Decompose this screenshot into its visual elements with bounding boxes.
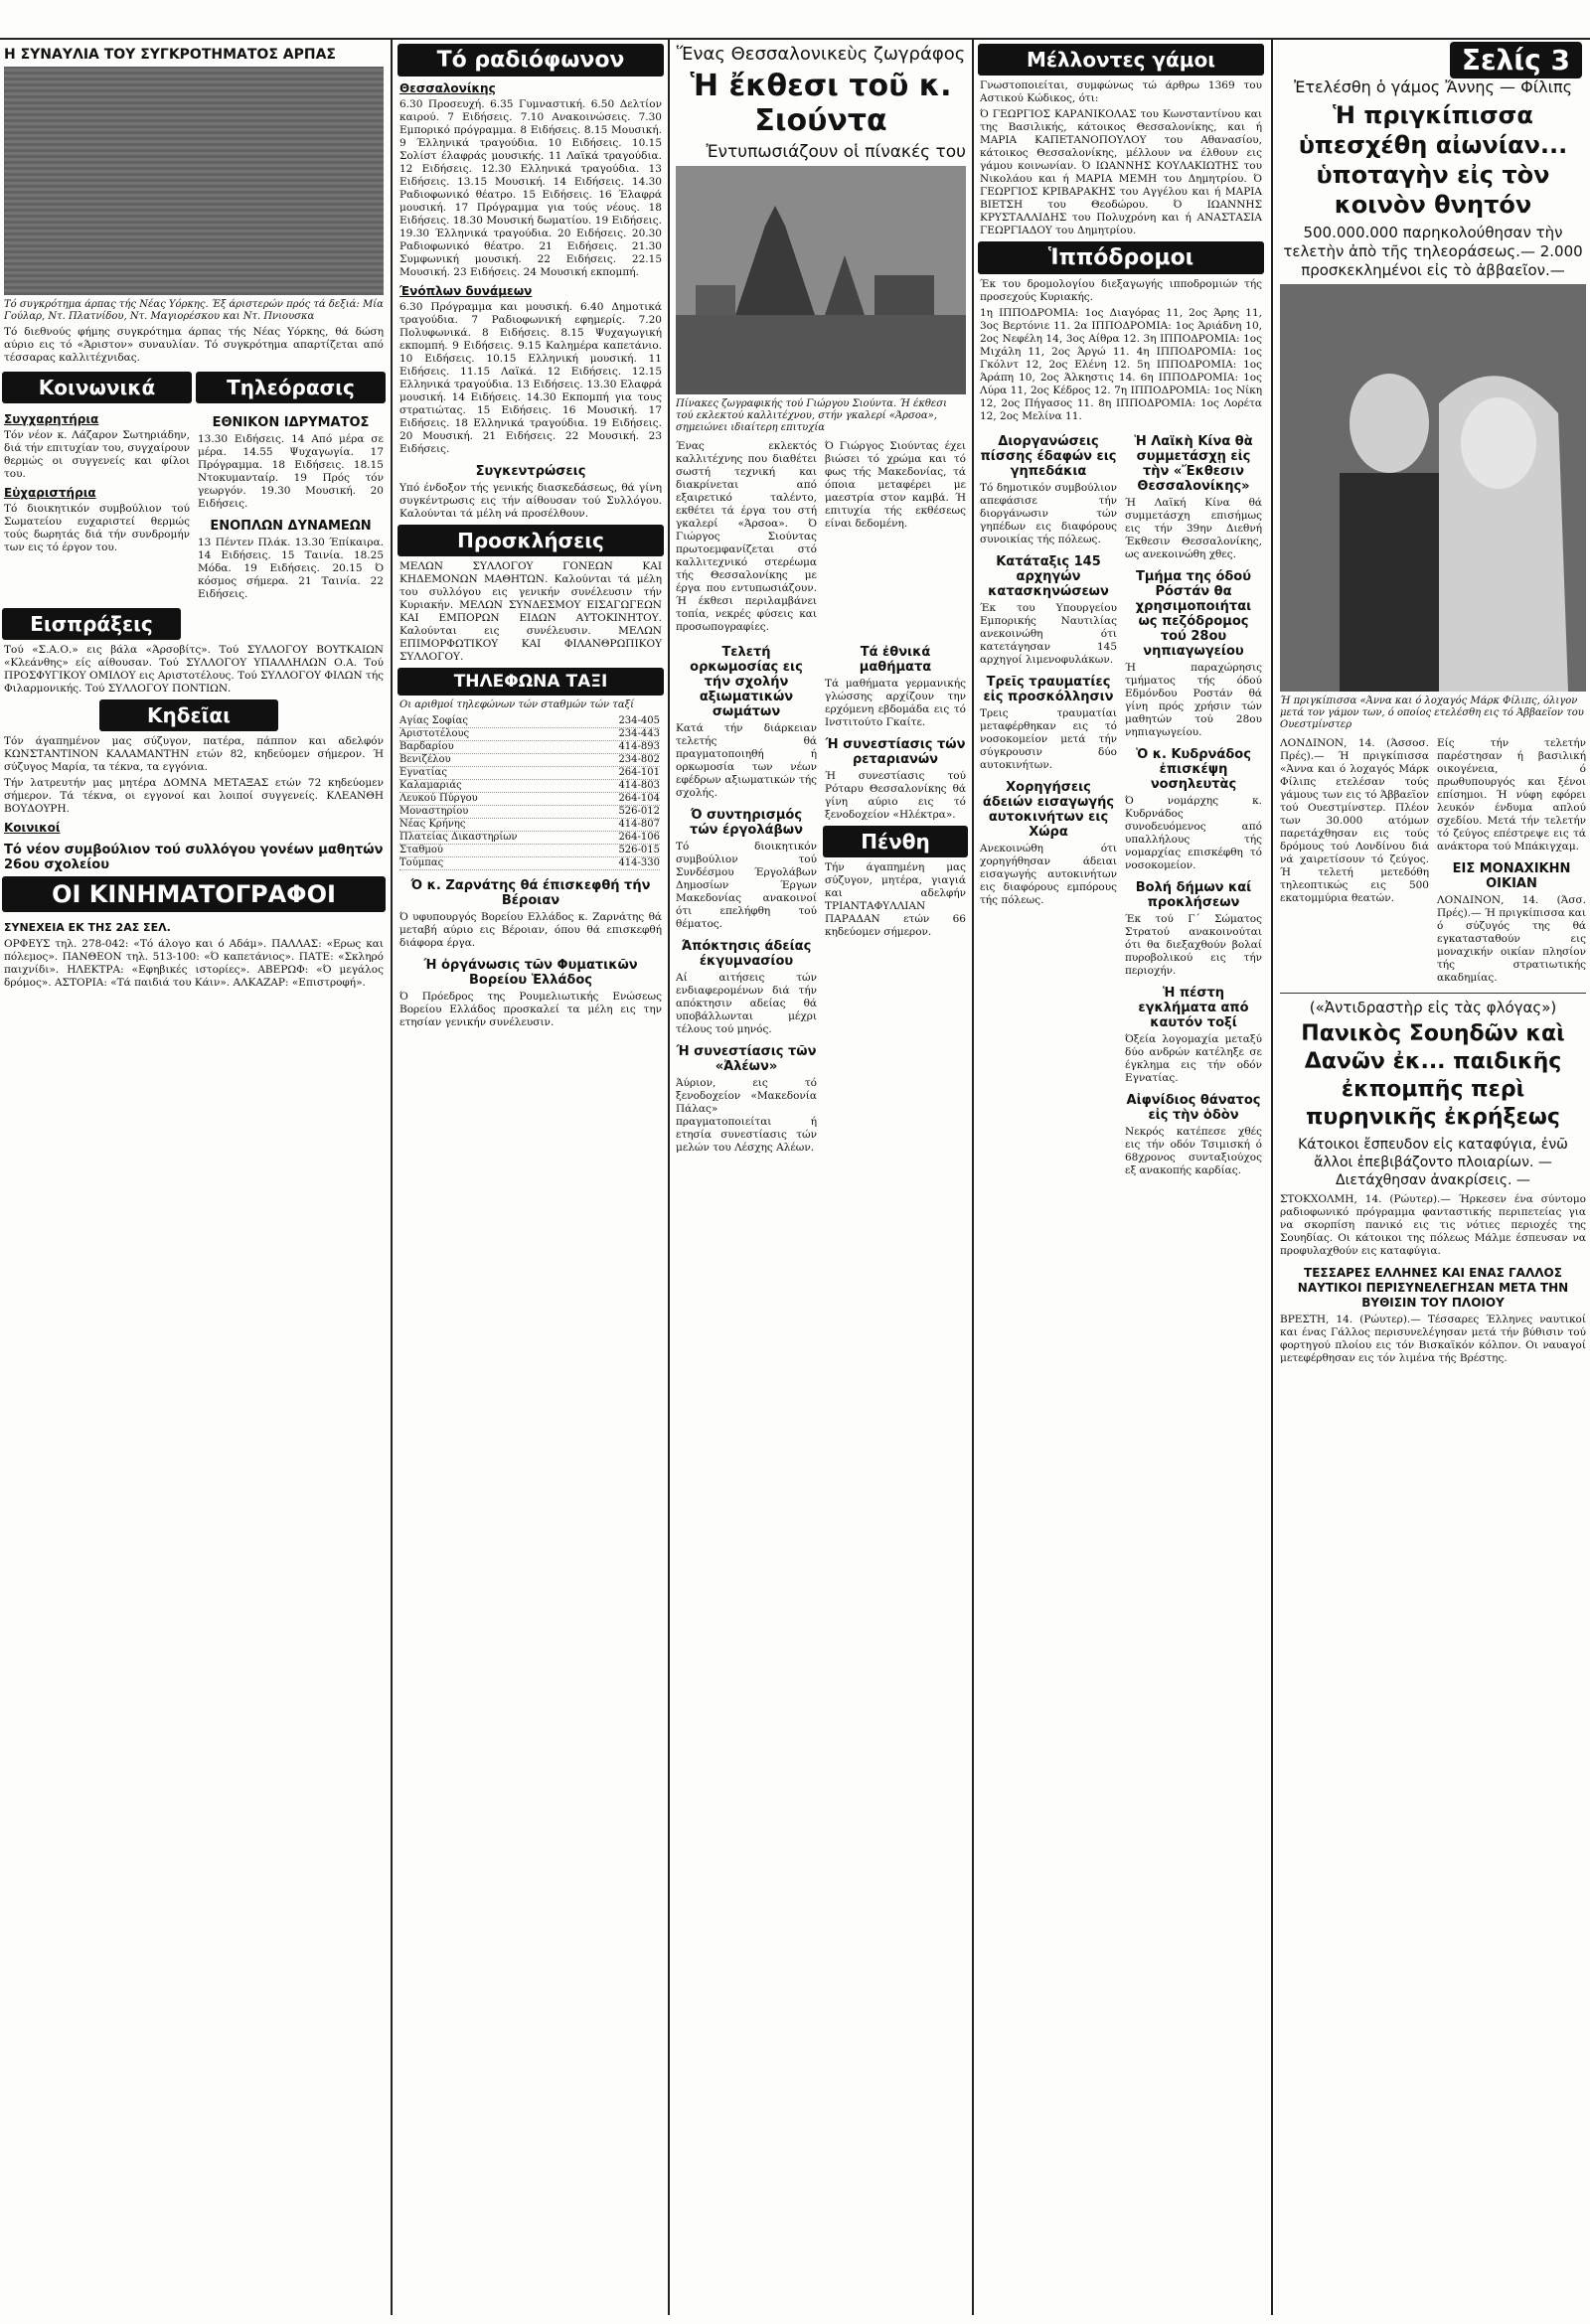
national-tv-heading: ΕΘΝΙΚΟΝ ΙΔΡΥΜΑΤΟΣ — [212, 415, 370, 430]
shooting-exercise-text: Έκ τού Γ΄ Σώματος Στρατού ανακοινούται ότι θα διεξαχθούν βολαί πυροβολικού εις τήν περιοχήν. — [1125, 913, 1262, 977]
sudden-death-text: Νεκρός κατέπεσε χθές εις τήν οδόν Τσιμισκή ό 68χρονος συνταξιούχος εξ ανακοπής καρδίας. — [1125, 1126, 1262, 1176]
taxi-station-name: Καλαμαριάς — [399, 780, 462, 791]
pedestrian-street-heading: Τμήμα της όδού Ρόστάν θα χρησιμοποιήται ως πεζόδρομος τού 28ου νηπιαγωγείου — [1135, 569, 1252, 659]
sailors-headline: ΤΕΣΣΑΡΕΣ ΕΛΛΗΝΕΣ ΚΑΙ ΕΝΑΣ ΓΑΛΛΟΣ ΝΑΥΤΙΚΟΙ ΠΕΡΙΣΥΝΕΛΕΓΗΣΑΝ ΜΕΤΑ ΤΗΝ ΒΥΘΙΣΙΝ ΤΟΥ ΠΛΟΙΟΥ — [1297, 1266, 1569, 1310]
exhibit-text-columns — [672, 437, 970, 637]
collections-header: Εισπράξεις — [2, 608, 181, 640]
taxi-station-number: 234-802 — [618, 754, 660, 765]
social-tv-row — [0, 407, 388, 604]
taxi-phone-row — [399, 780, 660, 793]
page-number-badge: Σελίς 3 — [1450, 42, 1582, 78]
funerals-text: Τόν άγαπημένον μας σύζυγον, πατέρα, πάππον και αδελφόν ΚΩΝΣΤΑΝΤΙΝΟΝ ΚΑΛΑΜΑΝΤΗΝ ετών 82, κηδεύομεν σήμερον. Ή σύζυγος Μαρία, τα τέκνα, τα εγγόνια. — [4, 735, 384, 773]
upcoming-weddings-header: Μέλλοντες γάμοι — [978, 44, 1264, 76]
short-news-right — [821, 637, 970, 1158]
panic-headline: Πανικὸς Σουηδῶν καὶ Δανῶν ἐκ... παιδικῆς ἐκπομπῆς περὶ πυρηνικῆς ἐκρήξεως — [1301, 1021, 1565, 1130]
column-royal-wedding — [1276, 40, 1590, 2315]
taxi-station-number: 414-807 — [618, 819, 660, 830]
armed-forces-tv-heading: ΕΝΟΠΛΩΝ ΔΥΝΑΜΕΩΝ — [210, 519, 372, 534]
taxi-station-name: Πλατείας Δικαστηρίων — [399, 832, 518, 843]
panic-deck: Κάτοικοι ἔσπευδον εἰς καταφύγια, ἐνῶ ἄλλοι ἐπεβιβάζοντο πλοιαρίων. — Διετάχθησαν ἀνακρίσεις. — — [1298, 1137, 1568, 1188]
wedding-kicker: Ἐτελέσθη ὁ γάμος Ἄννης — Φίλιπς — [1293, 77, 1573, 96]
radio-header: Τό ραδιόφωνον — [398, 44, 664, 77]
taxi-phone-row — [399, 754, 660, 767]
organization-heading: Ή ὀργάνωσις τῶν Φυματικῶν Βορείου Ἑλλάδος — [423, 958, 638, 988]
taxi-phones-sub: Οι αριθμοί τηλεφώνων τών σταθμών τών ταξί — [399, 699, 635, 710]
radio-subheading: Θεσσαλονίκης — [399, 81, 496, 95]
short-news-columns — [672, 637, 970, 1158]
gatherings-text: Υπό ένδοξον τής γενικής διασκεδάσεως, θά γίνη συγκέντρωσις εις τήν αίθουσαν τού Συλλόγου. Καλούνται τά μέλη νά προσέλθουν. — [399, 482, 662, 520]
exhibit-headline: Ἡ ἔκθεσι τοῦ κ. Σιούντα — [690, 69, 952, 138]
photo-caption: Τό συγκρότημα άρπας τής Νέας Υόρκης. Έξ άριστερών πρός τά δεξιά: Μία Γούλαρ, Ντ. Πλατνίδου, Ντ. Μαγιορέσκου και Ντ. Πνιουσκα — [4, 299, 384, 322]
lions-dinner-text: Άύριον, εις τό ξενοδοχείον «Μακεδονία Πάλας» πραγματοποιείται ή ετησία συνεστίασις τών μελών του Λέσχης Αλέων. — [676, 1077, 817, 1154]
injured-text: Τρεις τραυματίαι μεταφέρθηκαν εις τό νοσοκομείον μετά τήν σύγκρουσιν δύο αυτοκινήτων. — [980, 707, 1117, 771]
import-licenses-heading: Χορηγήσεις άδειών εισαγωγής αυτοκινήτων εις Χώρα — [982, 780, 1115, 840]
wedding-article: ΛΟΝΔΙΝΟΝ, 14. (Άσσοσ. Πρές).— Ή πριγκίπισσα «Άννα και ό λοχαγός Μάρκ Φίλιπς ετελέσαν τούς γάμους των εις τό Άββαεϊον τού Ουεστμίνστερ. Πλέον των 30.000 ατόμων παρετάχθησαν εις τούς δρόμους τού Λονδίνου διά νά χαιρετίσουν τό ζεύγος. Ή τελετή μετεδόθη τηλεοπτικώς εις 500 εκατομμύρια θεατών. — [1280, 737, 1429, 904]
column-rule — [391, 40, 393, 2315]
concert-headline: Η ΣΥΝΑΥΛΙΑ ΤΟΥ ΣΥΓΚΡΟΤΗΜΑΤΟΣ ΑΡΠΑΣ — [4, 47, 336, 63]
divider — [1280, 993, 1586, 994]
wedding-text-columns — [1276, 734, 1590, 988]
reactor-kicker: («Ἀντιδραστὴρ εἰς τὰς φλόγας») — [1309, 999, 1557, 1016]
taxi-station-name: Τούμπας — [399, 857, 444, 868]
license-heading: Άπόκτησις άδείας έκγυμνασίου — [681, 939, 812, 969]
mourning-text: Τήν άγαπημένη μας σύζυγον, μητέρα, γιαγιά και αδελφήν ΤΡΙΑΝΤΑΦΥΛΛΙΑΝ ΠΑΡΑΔΑΝ ετών 66 κηδεύομεν σήμερον. — [825, 861, 966, 938]
china-expo-heading: Ἡ Λαϊκὴ Κίνα θὰ συμμετάσχῃ εἰς τὴν «Ἔκθεσιν Θεσσαλονίκης» — [1134, 434, 1253, 494]
taxi-phones-header: ΤΗΛΕΦΩΝΑ ΤΑΞΙ — [398, 668, 664, 696]
nomarch-visit-text: Ό νομάρχης κ. Κυδρνάδος συνοδευόμενος από υπαλλήλους τής νομαρχίας επισκέφθη τό νοσοκομείον. — [1125, 795, 1262, 871]
cinemas-continued: ΣΥΝΕΧΕΙΑ ΕΚ ΤΗΣ 2ΑΣ ΣΕΛ. — [4, 921, 171, 934]
taxi-phone-row — [399, 806, 660, 819]
horse-races-text: 1η ΙΠΠΟΔΡΟΜΙΑ: 1ος Διαγόρας 11, 2ος Άρης 11, 3ος Βερτόνιε 11. 2α ΙΠΠΟΔΡΟΜΙΑ: 1ος Άριάδνη 10, 2ος Νεφέλη 14, 3ος Αίθρα 12. 3η ΙΠΠΟΔΡΟΜΙΑ: 1ος Μιχάλη 11, 2ος Άργώ 11. 4η ΙΠΠΟΔΡΟΜΙΑ: 1ος Γκόλντ 12, 2ος Ελένη 12. 5η ΙΠΠΟΔΡΟΜΙΑ: 1ος Άράπη 10, 2ος Άλκηστις 14. 6η ΙΠΠΟΔΡΟΜΙΑ: 1ος Λύρα 11, 2ος Κέδρος 12. 7η ΙΠΠΟΔΡΟΜΙΑ: 1ος Νίκη 12, 2ος Πήγασος 11. 8η ΙΠΠΟΔΡΟΜΙΑ: 1ος Λορέτα 12, 2ος Μελίνα 11. — [980, 307, 1262, 422]
taxi-phone-row — [399, 741, 660, 754]
taxi-station-number: 264-104 — [618, 793, 660, 804]
royal-photo-caption: Ή πριγκίπισσα «Άννα και ό λοχαγός Μάρκ Φίλιπς, όλιγον μετά τον γάμον των, ό οποίος ετελέσθη εις τό Άββαεϊον του Ουεστμίνστερ — [1280, 696, 1584, 730]
funerals-header: Κηδεῖαι — [99, 699, 278, 731]
contractors-text: Τό διοικητικόν συμβούλιον τού Συνδέσμου Έργολάβων Δημοσίων Έργων Μακεδονίας ανακοινοί ότι επελήφθη τού θέματος. — [676, 841, 817, 930]
taxi-station-name: Βαρδαρίου — [399, 741, 454, 752]
injured-heading: Τρεῖς τραυματίες εἰς προσκόλλησιν — [983, 675, 1114, 704]
cinemas-text: ΟΡΦΕΥΣ τηλ. 278-042: «Τό άλογο και ό Αδάμ». ΠΑΛΛΑΣ: «Ερως και πόλεμος». ΠΑΝΘΕΟΝ τηλ. 513-100: «Ό καπετάνιος». ΠΑΤΕ: «Σκληρό παιχνίδι». ΗΛΕΚΤΡΑ: «Εφηβικές ιστορίες». ΑΒΕΡΩΦ: «Ό μεγάλος δρόμος». ΑΣΤΟΡΙΑ: «Τά παιδιά του Κάιν». ΑΛΚΑΖΑΡ: «Επιστροφή». — [4, 938, 384, 989]
taxi-phones-table — [399, 715, 660, 870]
lessons-text: Τά μαθήματα γερμανικής γλώσσης αρχίζουν την ερχόμενη εβδομάδα εις τό Ινστιτούτο Γκαίτε. — [825, 678, 966, 728]
zarnatis-heading: Ό κ. Ζαρνάτης θά έπισκεφθή τήν Βέροιαν — [410, 878, 651, 908]
diorganosis-heading: Διοργανώσεις πίσσης έδαφών εις γηπεδάκια — [980, 434, 1117, 479]
mourning-header: Πένθη — [823, 826, 968, 857]
news-split-left — [976, 426, 1121, 1180]
royal-couple-photo — [1280, 284, 1586, 692]
nomarch-visit-heading: Ὁ κ. Κυδρνάδος ἐπισκέψη νοσηλευτὰς — [1136, 747, 1251, 792]
taxi-station-number: 414-893 — [618, 741, 660, 752]
taxi-station-number: 234-405 — [618, 715, 660, 726]
taxi-station-name: Νέας Κρήνης — [399, 819, 466, 830]
armed-forces-radio-schedule: 6.30 Πρόγραμμα και μουσική. 6.40 Δημοτικά τραγούδια. 7 Ραδιοφωνική εφημερίς. 7.20 Πολυφωνικά. 8 Ειδήσεις. 8.15 Ψυχαγωγική εκπομπή. 9 Ειδήσεις. 9.15 Καλημέρα καπετάνιο. 10 Ειδήσεις. 10.15 Ελληνική μουσική. 11 Ειδήσεις. 11.15 Λαϊκά. 12 Ειδήσεις. 12.15 Ελληνικά τραγούδια. 13 Ειδήσεις. 13.30 Ελαφρά μουσική. 14 Ειδήσεις. 14.30 Εκπομπή για τους στρατιώτας. 15 Ειδήσεις. 16 Μουσική. 17 Ειδήσεις. 18 Ελληνικά τραγούδια. 19 Ειδήσεις. 20 Μουσική. 21 Ειδήσεις. 22 Μουσική. 23 Ειδήσεις. — [399, 301, 662, 455]
painting-photo — [676, 166, 966, 394]
wedding-text-left — [1276, 734, 1433, 988]
short-news-left — [672, 637, 821, 1158]
taxi-phone-row — [399, 793, 660, 806]
thanks-heading: Εὐχαριστήρια — [4, 486, 96, 500]
royal-couple-illustration — [1280, 284, 1586, 692]
oath-ceremony-text: Κατά τήν διάρκειαν τελετής θά πραγματοποιηθή ή ορκωμοσία των νέων εφέδρων αξιωματικών τής σχολής. — [676, 722, 817, 799]
koinikoi-heading: Κοινικοί — [4, 821, 61, 835]
oath-ceremony-heading: Τελετή ορκωμοσίας εις τήν σχολήν αξιωματικών σωμάτων — [690, 645, 803, 719]
taxi-station-number: 414-330 — [618, 857, 660, 868]
column-radio — [396, 40, 666, 2315]
armed-forces-tv-text: 13 Πέντεν Πλάκ. 13.30 Έπίκαιρα. 14 Ειδήσεις. 15 Ταινία. 18.25 Μόδα. 19 Ειδήσεις. 20.15 Ό κόσμος σήμερα. 21 Ταινία. 22 Ειδήσεις. — [198, 537, 384, 600]
taxi-station-name: Βενιζέλου — [399, 754, 451, 765]
armed-forces-radio-heading: Ένόπλων δυνάμεων — [399, 284, 533, 298]
taxi-station-name: Μοναστηρίου — [399, 806, 469, 817]
column-rule — [1271, 40, 1273, 2315]
painting-illustration — [676, 166, 966, 394]
taxi-phone-row — [399, 857, 660, 870]
gatherings-heading: Συγκεντρώσεις — [475, 464, 586, 479]
exhibit-article-2: Ό Γιώργος Σιούντας έχει βιώσει τό χρώμα και τό φως τής Μακεδονίας, τά όποια μεταφέρει με μαεστρία στον καμβά. Ή επιτυχία τής εκθέσεως είναι δεδομένη. — [825, 440, 966, 530]
contractors-heading: Ό συντηρισμός τών έργολάβων — [690, 808, 803, 838]
column-announcements — [976, 40, 1266, 2315]
horse-races-header: Ἱππόδρομοι — [978, 241, 1264, 274]
national-tv-text: 13.30 Ειδήσεις. 14 Από μέρα σε μέρα. 14.55 Ψυχαγωγία. 17 Πρόγραμμα. 18 Ειδήσεις. 18.15 Ντοκυμανταίρ. 19 Πρός τόν γεωργόν. 19.30 Μουσική. 20 Ειδήσεις. — [198, 433, 384, 510]
diorganosis-text: Τό δημοτικόν συμβούλιον απεφάσισε τήν διοργάνωσιν τών γηπέδων εις διαφόρους συνοικίας τής πόλεως. — [980, 482, 1117, 545]
social-header: Κοινωνικά — [2, 372, 192, 403]
taxi-station-name: Εγνατίας — [399, 767, 447, 778]
invitations-text: ΜΕΛΩΝ ΣΥΛΛΟΓΟΥ ΓΟΝΕΩΝ ΚΑΙ ΚΗΔΕΜΟΝΩΝ ΜΑΘΗΤΩΝ. Καλούνται τά μέλη του συλλόγου εις γενικήν συνέλευσιν τήν Κυριακήν. ΜΕΛΩΝ ΣΥΝΔΕΣΜΟΥ ΕΙΣΑΓΩΓΕΩΝ ΚΑΙ ΕΜΠΟΡΩΝ ΕΙΔΩΝ ΑΥΤΟΚΙΝΗΤΟΥ. Καλούνται εις συνέλευσιν. ΜΕΛΩΝ ΕΠΙΜΟΡΦΩΤΙΚΟΥ ΚΑΙ ΦΙΛΑΝΘΡΩΠΙΚΟΥ ΣΥΛΛΟΓΟΥ. — [399, 560, 662, 663]
wedding-deck: 500.000.000 παρηκολούθησαν τὴν τελετὴν ἀπὸ τῆς τηλεοράσεως.— 2.000 προσκεκλημένοι εἰς τὸ ἀββαεῖον.— — [1283, 224, 1583, 279]
taxi-phone-row — [399, 715, 660, 728]
weddings-text: Ό ΓΕΩΡΓΙΟΣ ΚΑΡΑΝΙΚΟΛΑΣ του Κωνσταντίνου και της Βασιλικής, κάτοικος Θεσσαλονίκης, και ή ΜΑΡΙΑ ΚΑΠΕΤΑΝΟΠΟΥΛΟΥ του Αθανασίου, κάτοικος Θεσσαλονίκης, μέλλουν να έλθουν εις γάμου κοινωνίαν. Ό ΙΩΑΝΝΗΣ ΚΟΥΛΑΚΙΩΤΗΣ του Νικολάου και ή ΜΑΡΙΑ ΜΕΜΗ του Δημητρίου. Ό ΓΕΩΡΓΙΟΣ ΚΡΙΒΑΡΑΚΗΣ του Αγγέλου και ή ΜΑΡΙΑ ΒΙΕΤΣΗ του Θεοδώρου. Ό ΙΩΑΝΝΗΣ ΚΡΥΣΤΑΛΛΙΔΗΣ του Πολυχρόνη και ή ΑΝΑΣΤΑΣΙΑ ΓΕΩΡΓΙΑΔΟΥ του Δημητρίου. — [980, 108, 1262, 236]
horse-races-intro: Έκ του δρομολογίου διεξαγωγής ιπποδρομιών τής προσεχούς Κυριακής. — [980, 278, 1262, 303]
congrats-text: Τόν νέον κ. Λάζαρον Σωτηριάδην, διά τήν επιτυχίαν του, συγχαίρουν θερμώς οι συγγενείς και φίλοι του. — [4, 429, 190, 480]
crime-heading: Ἡ πέστη εγκλήματα από καυτόν τοξί — [1138, 986, 1249, 1030]
pedestrian-street-text: Ή παραχώρησις τμήματος τής όδού Εδμόνδου Ροστάν θά γίνη πρός χρήσιν τών μαθητών τού 28ου νηπιαγωγείου. — [1125, 662, 1262, 738]
private-home-text: ΛΟΝΔΙΝΟΝ, 14. (Άσσ. Πρές).— Ή πριγκίπισσα και ό σύζυγός της θά εγκατασταθούν εις μοναχικήν οικίαν πλησίον τής στρατιωτικής ακαδημίας. — [1437, 894, 1586, 984]
congrats-heading: Συγχαρητήρια — [4, 412, 99, 426]
news-split — [976, 426, 1266, 1180]
organization-text: Ό Πρόεδρος της Ρουμελιωτικής Ενώσεως Βορείου Ελλάδος προσκαλεί τα μέλη εις την ετησίαν γενικήν συνέλευσιν. — [399, 991, 662, 1028]
crime-text: Όξεία λογομαχία μεταξύ δύο ανδρών κατέληξε σε έγκλημα εις τήν οδόν Εγνατίας. — [1125, 1033, 1262, 1084]
private-home-heading: ΕΙΣ ΜΟΝΑΧΙΚΗΝ ΟΙΚΙΑΝ — [1452, 861, 1571, 891]
section-header-row — [0, 368, 388, 407]
badge-spacer — [1276, 40, 1590, 74]
harp-ensemble-photo — [4, 67, 384, 295]
taxi-station-number: 526-015 — [618, 845, 660, 855]
taxi-station-name: Αριστοτέλους — [399, 728, 470, 739]
radio-schedule: 6.30 Προσευχή. 6.35 Γυμναστική. 6.50 Δελτίον καιρού. 7 Ειδήσεις. 7.10 Ανακοινώσεις. 7.30 Εμπορικό πρόγραμμα. 8 Ειδήσεις. 8.15 Μουσική. 9 Έλληνικά τραγούδια. 10 Ειδήσεις. 10.15 Σολίστ έλαφράς μουσικής. 11 Λαϊκά τραγούδια. 12 Ειδήσεις. 12.30 Ελληνικά τραγούδια. 13 Ειδήσεις. 13.15 Μουσική. 14 Ειδήσεις. 14.30 Ραδιοφωνικό θέατρο. 15 Ειδήσεις. 16 Έλαφρά μουσική. 17 Πρόγραμμα για τούς νέους. 18 Ειδήσεις. 18.30 Μουσική δωματίου. 19 Ειδήσεις. 19.30 Έλληνικά τραγούδια. 20 Ειδήσεις. 20.30 Ραδιοφωνικό θέατρο. 21 Ειδήσεις. 21.30 Συμφωνική μουσική. 22 Ειδήσεις. 22.15 Μουσική. 23 Ειδήσεις. 24 Μουσική εκπομπή. — [399, 98, 662, 278]
funerals-text-2: Τήν λατρευτήν μας μητέρα ΔΟΜΝΑ ΜΕΤΑΞΑΣ ετών 72 κηδεύομεν σήμερον. Τά τέκνα, οι εγγονοί και λοιποί συγγενείς. ΚΛΕΑΝΘΗ ΒΟΥΔΟΥΡΗ. — [4, 777, 384, 815]
taxi-phone-row — [399, 767, 660, 780]
shooting-exercise-heading: Βολή δήμων καί προκλήσεων — [1135, 880, 1252, 910]
taxi-station-number: 526-012 — [618, 806, 660, 817]
exhibit-article: Ένας εκλεκτός καλλιτέχνης που διαθέτει σωστή τεχνική και διακρίνεται από εξαιρετικό ταλέντο, εκθέτει τά έργα του στή γκαλερί «Άρσοα». Ό Γιώργος Σιούντας πρωτοεμφανίζεται στό καλλιτεχνικό στερέωμα τής Θεσσαλονίκης με έργα που εντυπωσιάζουν. Ή έκθεσι περιλαμβάνει τοπία, νεκρές φύσεις και προσωπογραφίες. — [676, 440, 817, 633]
taxi-station-number: 414-803 — [618, 780, 660, 791]
taxi-station-name: Λευκού Πύργου — [399, 793, 478, 804]
rotary-heading: Ή συνεστίασις τών ρεταριανών — [825, 737, 966, 767]
taxi-station-number: 264-106 — [618, 832, 660, 843]
exhibit-subheadline: Ἐντυπωσιάζουν οἱ πίνακές του — [706, 142, 966, 162]
thanks-text: Τό διοικητικόν συμβούλιον τού Σωματείου ευχαριστεί θερμώς τούς δωρητάς διά τήν συνδρομήν των εις τό έργον του. — [4, 503, 190, 553]
column-left — [0, 40, 388, 2315]
zarnatis-text: Ό υφυπουργός Βορείου Ελλάδος κ. Ζαρνάτης θά μεταβή αύριο εις Βέροιαν, όπου θά επισκεφθή διάφορα έργα. — [399, 911, 662, 949]
concert-text: Τό διεθνούς φήμης συγκρότημα άρπας τής Νέας Υόρκης, θά δώση αύριο εις τό «Άριστον» συναυλίαν. Τό συγκρότημα απαρτίζεται από τέσσαρας καλλιτέχνιδας. — [4, 326, 384, 364]
taxi-phone-row — [399, 819, 660, 832]
column-art-exhibit — [672, 40, 970, 2315]
wedding-article-2: Είς τήν τελετήν παρέστησαν ή βασιλική οικογένεια, ό πρωθυπουργός και ξένοι επίσημοι. Ή νύφη εφόρει λευκόν ένδυμα απλού σχεδίου. Μετά τήν τελετήν τό ζεύγος επέστρεψε εις τά ανάκτορα τού Μπάκιγχαμ. — [1437, 737, 1586, 852]
lions-dinner-heading: Ή συνεστίασις τῶν «Ἀλέων» — [676, 1044, 817, 1074]
wedding-text-right — [1433, 734, 1590, 988]
katataxeis-text: Έκ του Υπουργείου Εμπορικής Ναυτιλίας ανεκοινώθη ότι κατετάγησαν 145 αρχηγοί λιμενοφυλάκων. — [980, 602, 1117, 666]
china-expo-text: Ή Λαϊκή Κίνα θά συμμετάσχη επισήμως εις τήν 39ην Διεθνή Έκθεσιν Θεσσαλονίκης, ως ανεκοινώθη χθες. — [1125, 497, 1262, 560]
taxi-phone-row — [399, 728, 660, 741]
license-text: Αί αιτήσεις τών ενδιαφερομένων διά τήν απόκτησιν αδείας θά υποβάλλωνται μέχρι τέλους τού μηνός. — [676, 972, 817, 1035]
taxi-station-number: 234-443 — [618, 728, 660, 739]
import-licenses-text: Ανεκοινώθη ότι χορηγήθησαν άδειαι εισαγωγής αυτοκινήτων εις διαφόρους εμπόρους τής πόλεως. — [980, 843, 1117, 906]
taxi-station-name: Σταθμού — [399, 845, 443, 855]
weddings-intro: Γνωστοποιείται, συμφώνως τώ άρθρω 1369 του Αστικού Κώδικος, ότι: — [980, 79, 1262, 104]
panic-article: ΣΤΟΚΧΟΛΜΗ, 14. (Ρώυτερ).— Ήρκεσεν ένα σύντομο ραδιοφωνικό πρόγραμμα φανταστικής περιπετείας για να σκορπίση πανικό εις τις νότιες περιοχές της Σουηδίας. Οι κάτοικοι της πόλεως Μάλμε έσπευσαν να προφυλαχθούν εις καταφύγια. — [1280, 1193, 1586, 1257]
katataxeis-heading: Κατάταξις 145 αρχηγών κατασκηνώσεων — [988, 554, 1109, 599]
sailors-article: ΒΡΕΣΤΗ, 14. (Ρώυτερ).— Τέσσαρες Έλληνες ναυτικοί και ένας Γάλλος περισυνελέγησαν μετά τήν βύθισιν τού φορτηγού πλοίου εις τόν Βισκαϊκόν κόλπον. Οι ναυαγοί μετεφέρθησαν εις τόν λιμένα τής Βρέστης. — [1280, 1314, 1586, 1364]
lessons-heading: Τά ἐθνικά μαθήματα — [859, 645, 932, 675]
television-header: Τηλεόρασις — [196, 372, 386, 403]
taxi-station-name: Αγίας Σοφίας — [399, 715, 469, 726]
tv-section — [194, 407, 388, 604]
cinemas-header: ΟΙ ΚΙΝΗΜΑΤΟΓΡΑΦΟΙ — [2, 876, 386, 912]
rotary-text: Ή συνεστίασις τού Ρόταρυ Θεσσαλονίκης θά γίνη αύριο εις τό ξενοδοχείον «Ηλέκτρα». — [825, 770, 966, 821]
invitations-header: Προσκλήσεις — [398, 525, 664, 556]
column-rule — [972, 40, 974, 2315]
column-rule — [668, 40, 670, 2315]
collections-text: Τού «Σ.Α.Ο.» εις βάλα «Άρσοβίτς». Τού ΣΥΛΛΟΓΟΥ ΒΟΥΤΚΑΙΩΝ «Κλεάνθης» είς αίθουσαν. Τού ΣΥΛΛΟΓΟΥ ΥΠΑΛΛΗΛΩΝ Ο.Α. Τού ΠΡΟΣΦΥΓΙΚΟΥ ΟΜΙΛΟΥ εις Αριστοτέλους. Τού ΣΥΛΛΟΓΟΥ ΦΙΛΩΝ τής Φιλαρμονικής. Τού ΣΥΛΛΟΓΟΥ ΠΟΝΤΙΩΝ. — [4, 644, 384, 695]
social-section — [0, 407, 194, 604]
taxi-station-number: 264-101 — [618, 767, 660, 778]
wedding-headline: Ἡ πριγκίπισσα ὑπεσχέθη αἰωνίαν... ὑποταγὴν εἰς τὸν κοινὸν θνητόν — [1298, 101, 1568, 219]
exhibit-kicker: Ἕνας Θεσσαλονικεὺς ζωγράφος — [676, 44, 966, 65]
news-split-right — [1121, 426, 1266, 1180]
sudden-death-heading: Αἰφνίδιος θάνατος εἰς τὴν ὁδὸν — [1126, 1093, 1261, 1123]
taxi-phone-row — [399, 845, 660, 857]
painting-caption: Πίνακες ζωγραφικής τού Γιώργου Σιούντα. Ή έκθεσι τού εκλεκτού καλλιτέχνου, στήν γκαλερί «Άρσοα», σημειώνει ιδιαίτερη επιτυχία — [676, 398, 948, 433]
taxi-phone-row — [399, 832, 660, 845]
new-board-heading: Τό νέον συμβούλιον τού συλλόγου γονέων μαθητών 26ου σχολείου — [4, 843, 384, 872]
